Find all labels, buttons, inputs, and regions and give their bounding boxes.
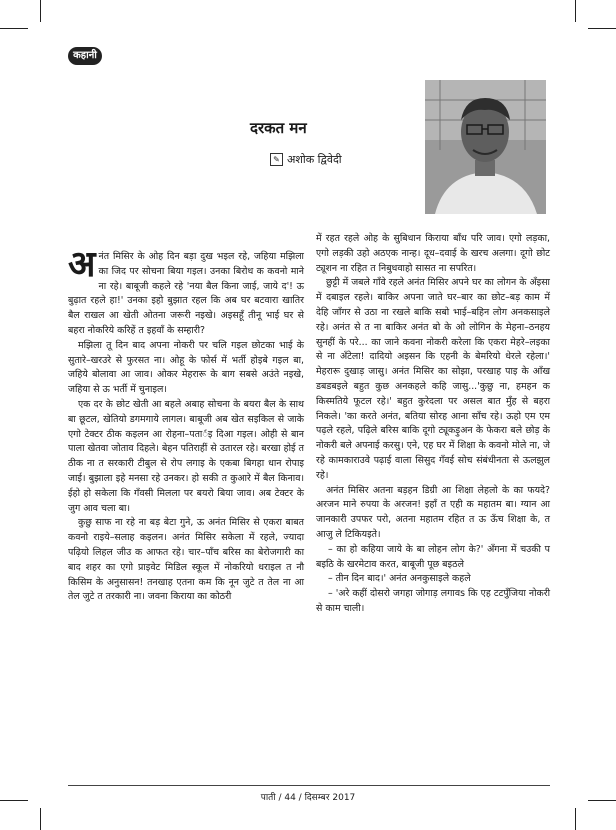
crop-mark: [575, 808, 576, 830]
author-photo: [425, 80, 546, 214]
story-title: दरकत मन: [250, 119, 307, 137]
paragraph: अनंत मिसिर अतना बड़हन डिग्री आ शिक्षा लेहलो के का फयदे? अरजन माने रुपया के अरजन! इहाँ त एही क महातम बा। ग्यान आ जानकारी उपफर परो, अतना महातम रहित त ऊ ऊँच शिक्षा के, त आजु ले टिकियइते।: [316, 484, 550, 540]
footer-rule: [68, 785, 550, 786]
paragraph: अनंत मिसिर के ओह दिन बड़ा दुख भइल रहे, जहिया मझिला का जिद पर सोचना बिया गइल। उनका बिरोध क कवनो माने ना रहे। बाबूजी कहले रहे 'नया बैल किना जाई, जाये द'! ऊ बुढ़ात रहले हा!' उनका इहो बुझात रहल कि अब घर बटवारा खातिर बैल राखल आ खेती ओतना जरूरी नइखे। अइसहूँ तीनू भाई घर से बहरा नोकरिये करिहें त इहवाँ के सम्हारी?: [68, 244, 304, 336]
dialogue-line: – 'अरे कहीं दोसरो जगहा जोगाड़ लगावs कि एह टटपुँजिया नोकरी से काम चाली।: [316, 588, 550, 614]
crop-mark: [40, 0, 41, 22]
drop-cap: अ: [68, 244, 96, 285]
crop-mark: [575, 0, 576, 22]
page-footer: पाती / 44 / दिसम्बर 2017: [260, 793, 356, 803]
section-tag: कहानी: [68, 47, 102, 65]
paragraph: छुट्टी में जबले गाँवे रहले अनंत मिसिर अपने घर का लोगन के अँइसा में दबाइल रहले। बाकिर अपना जाते घर–बार का छोट–बड़ काम में देहि जाँगर से उठा ना रखले बाकि सबो भाई–बहिन लोग अनकसाइले रहे। अनंत से त ना बाकिर अनंत बो के ओ लोगिन के मेहना–ठनहय सुनहीं के परे... का जाने कवना नोकरी करेला कि एकरा मेहरे–लइका से ना अँटेला! दादियो अइसन कि एहनी के बेमरियो धेरले रहेला।' मेहरारू दुखाड़ जासु। अनंत मिसिर का सोझा, परखाह पाइ के आँख डबडबइले बहुत कुछ अनकहले कहि जासु...'कुछु ना, हमहन क किस्मतिये फूटल रहे।' बहुत कुरेदला पर असल बात मुँह से बहरा निकले। 'का करते अनंत, बतिया सोरह आना साँच रहे। ऊहो एम एम पढ़ले रहले, पढ़िले बरिस बाकि दूगो ट्यूकड़ुअन के फेकरा बले छोड़ के नोकरी बले अपनाई करसु। एने, एह घर में शिक्षा के कवनो मोले ना, जे रहे कामकाराउवे पढ़ाई वाला सिसुद गँवई सोच संबंधीनता से ऊलझुल रहे।: [316, 277, 550, 481]
pen-icon: ✎: [270, 153, 283, 166]
dialogue-line: – का हो कहिया जाये के बा लोहन लोग के?' अँगना में चउकी प बइठि के खरमेटाव करत, बाबूजी पूछ बइठले: [316, 543, 550, 570]
author-line: [270, 152, 342, 167]
crop-mark: [40, 808, 41, 830]
paragraph: मझिला तू दिन बाद अपना नोकरी पर चलि गइल छोटका भाई के सुतारे–खरउरे से फुरसत ना। ओहू के फोर्स में भर्ती होइबे गइल बा, जहिये बोलावा आ जाव। ओकर मेहरारू के बाग सबसे अउंते नइखे, जहिया से ऊ भर्ती में चुनाइल।: [68, 339, 304, 396]
dialogue-line: – तीन दिन बाद।' अनंत अनकुसाइले कहले: [328, 573, 471, 585]
crop-mark: [0, 28, 28, 29]
paragraph: एक दर के छोट खेती आ बहले अबाह सोचना के बयरा बैल के साथ बा छूटल, खेतियो डगमगाये लागल। बाबूजी अब खेत सइकिल से जाके एगो टेक्टर ठीक कइलन आ रोहना–पतार्इ दिआ गइल। ओही से बान पाला खेतवा जोताव दिहले। बेहन पतिराहीं से उतारल रहे। बरखा होई त ठीक ना त सरकारी टीबुल से रोप लगाइ के एकबा बिगहा धान रोपाइ जाई। बुझाला इहे मनसा रहे उनकर। हो सकी त कुआरे में बैल किनाव। ईहो हो सकेला कि गँवसी मिलला पर बयरो बिया जाव। अब टेक्टर के जुग आव चला बा।: [68, 398, 304, 514]
paragraph: कुछु साफ ना रहे ना बड़ बेटा गुने, ऊ अनंत मिसिर से एकरा बाबत कवनो राइये–सलाह कइलन। अनंत मिसिर सकेला में रहले, ज्यादा पढ़ियो लिहल जीउ क आफत रहे। चार–पाँच बरिस का बेरोजगारी का बाद शहर का एगो प्राइवेट मिडिल स्कूल में नोकरियो धराइल त नौ किसिम के अनुसासन! तनखाह एतना कम कि नून जुटे त तेल ना आ तेल जुटे त तरकारी ना। जवना किराया का कोठरी: [68, 517, 304, 603]
right-column: [316, 232, 550, 617]
paragraph: में रहत रहले ओह के सुबिधान किराया बाँध परि जाव। एगो लड़का, एगो लड़की उहो अठएक नान्ह। दूध–दवाई के खरच अलगा। दूगो छोट ट्यूशन ना रहित त निबुधवाहो सासत ना सपरित।: [316, 233, 550, 274]
author-name: अशोक द्विवेदी: [287, 153, 342, 166]
left-column: [68, 244, 304, 605]
crop-mark: [588, 28, 616, 29]
